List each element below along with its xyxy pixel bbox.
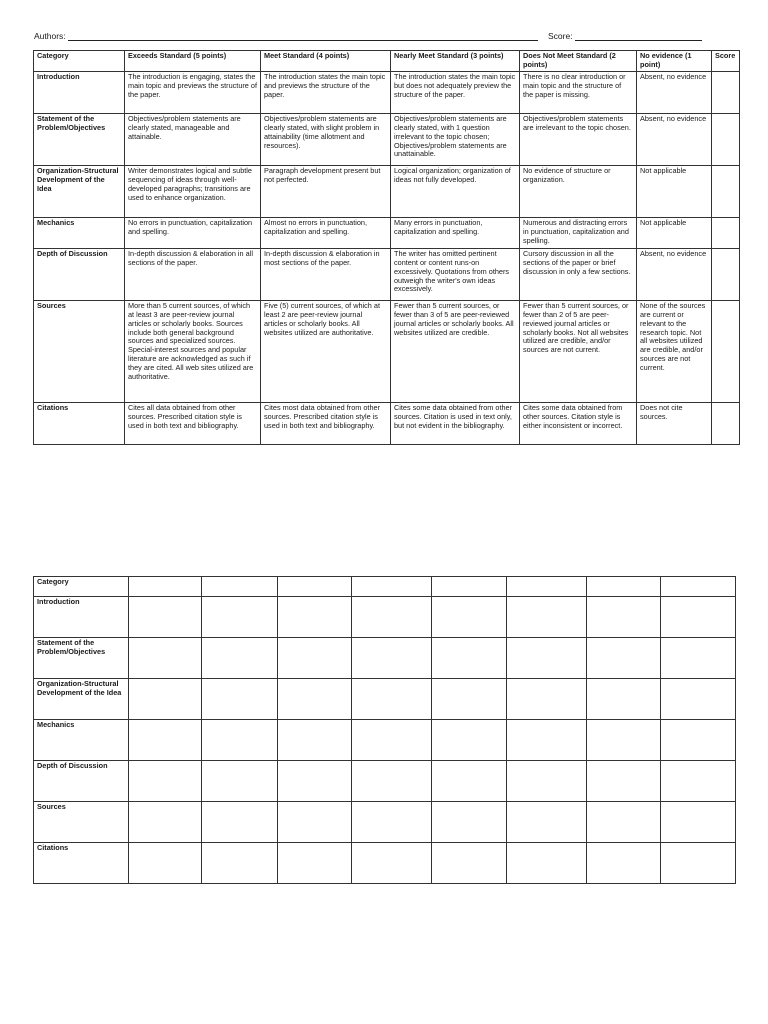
meet-cell: Cites most data obtained from other sources. Prescribed citation style is used in both text and bibliography. bbox=[261, 402, 391, 444]
blank-cell[interactable] bbox=[352, 802, 432, 843]
blank-cell[interactable] bbox=[661, 802, 736, 843]
rubric-row-organization bbox=[34, 165, 740, 217]
col-header-meet: Meet Standard (4 points) bbox=[261, 51, 391, 72]
blank-cell[interactable] bbox=[507, 577, 587, 597]
category-cell: Citations bbox=[34, 843, 129, 884]
exceeds-cell: Writer demonstrates logical and subtle sequencing of ideas through well-developed paragraphs; transitions are used to enhance organization. bbox=[125, 165, 261, 217]
blank-cell[interactable] bbox=[129, 679, 202, 720]
score-field[interactable] bbox=[548, 31, 702, 41]
category-cell: Mechanics bbox=[34, 720, 129, 761]
col-header-does-not: Does Not Meet Standard (2 points) bbox=[520, 51, 637, 72]
exceeds-cell: No errors in punctuation, capitalization and spelling. bbox=[125, 217, 261, 248]
score-cell[interactable] bbox=[712, 248, 740, 300]
blank-cell[interactable] bbox=[202, 638, 278, 679]
score-line[interactable] bbox=[575, 32, 702, 41]
blank-cell[interactable] bbox=[507, 761, 587, 802]
blank-cell[interactable] bbox=[352, 638, 432, 679]
blank-cell[interactable] bbox=[587, 679, 661, 720]
meet-cell: In-depth discussion & elaboration in most sections of the paper. bbox=[261, 248, 391, 300]
category-cell: Sources bbox=[34, 802, 129, 843]
blank-row-mechanics bbox=[34, 720, 736, 761]
nearly-cell: The introduction states the main topic but does not adequately preview the structure of the paper. bbox=[391, 71, 520, 113]
blank-cell[interactable] bbox=[661, 577, 736, 597]
blank-cell[interactable] bbox=[202, 597, 278, 638]
category-cell: Statement of the Problem/Objectives bbox=[34, 113, 125, 165]
meet-cell: Five (5) current sources, of which at least 2 are peer-review journal articles or scholarly books. All websites utilized are authoritative. bbox=[261, 300, 391, 402]
blank-cell[interactable] bbox=[432, 577, 507, 597]
col-header-nearly: Nearly Meet Standard (3 points) bbox=[391, 51, 520, 72]
blank-cell[interactable] bbox=[278, 638, 352, 679]
blank-cell[interactable] bbox=[278, 843, 352, 884]
blank-cell[interactable] bbox=[587, 597, 661, 638]
does-not-cell: Objectives/problem statements are irrelevant to the topic chosen. bbox=[520, 113, 637, 165]
meet-cell: Objectives/problem statements are clearly stated, with slight problem in attainability (time allotment and resources). bbox=[261, 113, 391, 165]
does-not-cell: There is no clear introduction or main topic and the structure of the paper is missing. bbox=[520, 71, 637, 113]
blank-cell[interactable] bbox=[661, 843, 736, 884]
rubric-row-citations bbox=[34, 402, 740, 444]
does-not-cell: Fewer than 5 current sources, or fewer than 2 of 5 are peer-reviewed journal articles or scholarly books. Not all websites utilized are credible, and/or sources are not current. bbox=[520, 300, 637, 402]
blank-cell[interactable] bbox=[278, 597, 352, 638]
blank-cell[interactable] bbox=[352, 597, 432, 638]
rubric-row-sources bbox=[34, 300, 740, 402]
no-evidence-cell: Not applicable bbox=[637, 165, 712, 217]
exceeds-cell: Objectives/problem statements are clearly stated, manageable and attainable. bbox=[125, 113, 261, 165]
blank-cell[interactable] bbox=[202, 679, 278, 720]
does-not-cell: No evidence of structure or organization. bbox=[520, 165, 637, 217]
exceeds-cell: In-depth discussion & elaboration in all sections of the paper. bbox=[125, 248, 261, 300]
category-cell: Sources bbox=[34, 300, 125, 402]
blank-cell[interactable] bbox=[507, 597, 587, 638]
meet-cell: Almost no errors in punctuation, capitalization and spelling. bbox=[261, 217, 391, 248]
blank-cell[interactable] bbox=[661, 761, 736, 802]
blank-cell[interactable] bbox=[587, 761, 661, 802]
blank-cell[interactable] bbox=[507, 720, 587, 761]
blank-cell[interactable] bbox=[432, 638, 507, 679]
does-not-cell: Cites some data obtained from other sources. Citation style is either inconsistent or incorrect. bbox=[520, 402, 637, 444]
blank-cell[interactable] bbox=[202, 802, 278, 843]
blank-row-sources bbox=[34, 802, 736, 843]
rubric-row-mechanics bbox=[34, 217, 740, 248]
blank-cell[interactable] bbox=[432, 679, 507, 720]
blank-cell[interactable] bbox=[278, 802, 352, 843]
no-evidence-cell: Absent, no evidence bbox=[637, 248, 712, 300]
no-evidence-cell: Absent, no evidence bbox=[637, 71, 712, 113]
category-cell: Citations bbox=[34, 402, 125, 444]
authors-label: Authors: bbox=[34, 31, 66, 41]
blank-cell[interactable] bbox=[432, 843, 507, 884]
category-cell: Introduction bbox=[34, 71, 125, 113]
blank-cell[interactable] bbox=[661, 679, 736, 720]
category-cell: Depth of Discussion bbox=[34, 248, 125, 300]
exceeds-cell: Cites all data obtained from other sources. Prescribed citation style is used in both text and bibliography. bbox=[125, 402, 261, 444]
score-cell[interactable] bbox=[712, 402, 740, 444]
blank-cell[interactable] bbox=[661, 638, 736, 679]
exceeds-cell: More than 5 current sources, of which at least 3 are peer-review journal articles or scholarly books. Sources include both general background sources and specialized sources. Special-interest sources and popular literature are acknowledged as such if they are cited. All web sites utilized are authoritative. bbox=[125, 300, 261, 402]
blank-cell[interactable] bbox=[202, 761, 278, 802]
score-cell[interactable] bbox=[712, 165, 740, 217]
blank-cell[interactable] bbox=[587, 720, 661, 761]
no-evidence-cell: Absent, no evidence bbox=[637, 113, 712, 165]
no-evidence-cell: Does not cite sources. bbox=[637, 402, 712, 444]
blank-cell[interactable] bbox=[352, 761, 432, 802]
no-evidence-cell: None of the sources are current or relevant to the research topic. Not all websites utilized are credible, and/or sources are not current. bbox=[637, 300, 712, 402]
blank-cell[interactable] bbox=[587, 577, 661, 597]
meet-cell: The introduction states the main topic and previews the structure of the paper. bbox=[261, 71, 391, 113]
rubric-header-row bbox=[34, 51, 740, 72]
blank-row-introduction bbox=[34, 597, 736, 638]
blank-cell[interactable] bbox=[202, 577, 278, 597]
blank-cell[interactable] bbox=[352, 720, 432, 761]
score-cell[interactable] bbox=[712, 217, 740, 248]
blank-cell[interactable] bbox=[432, 761, 507, 802]
authors-line[interactable] bbox=[68, 32, 538, 41]
does-not-cell: Numerous and distracting errors in punctuation, capitalization and spelling. bbox=[520, 217, 637, 248]
category-cell: Category bbox=[34, 577, 129, 597]
score-cell[interactable] bbox=[712, 71, 740, 113]
col-header-score: Score bbox=[712, 51, 740, 72]
nearly-cell: The writer has omitted pertinent content or content runs-on excessively. Quotations from others outweigh the writer's own ideas excessively. bbox=[391, 248, 520, 300]
blank-cell[interactable] bbox=[202, 720, 278, 761]
blank-cell[interactable] bbox=[129, 577, 202, 597]
category-cell: Depth of Discussion bbox=[34, 761, 129, 802]
blank-cell[interactable] bbox=[587, 638, 661, 679]
nearly-cell: Many errors in punctuation, capitalization and spelling. bbox=[391, 217, 520, 248]
category-cell: Organization-Structural Development of the Idea bbox=[34, 679, 129, 720]
blank-cell[interactable] bbox=[507, 843, 587, 884]
nearly-cell: Fewer than 5 current sources, or fewer than 3 of 5 are peer-reviewed journal articles or scholarly books. All websites utilized are credible. bbox=[391, 300, 520, 402]
category-cell: Mechanics bbox=[34, 217, 125, 248]
category-cell: Organization-Structural Development of the Idea bbox=[34, 165, 125, 217]
blank-cell[interactable] bbox=[661, 720, 736, 761]
blank-cell[interactable] bbox=[129, 597, 202, 638]
blank-cell[interactable] bbox=[129, 802, 202, 843]
blank-cell[interactable] bbox=[507, 802, 587, 843]
blank-cell[interactable] bbox=[352, 843, 432, 884]
blank-cell[interactable] bbox=[129, 761, 202, 802]
blank-row-citations bbox=[34, 843, 736, 884]
blank-cell[interactable] bbox=[278, 577, 352, 597]
meet-cell: Paragraph development present but not perfected. bbox=[261, 165, 391, 217]
rubric-row-statement bbox=[34, 113, 740, 165]
blank-cell[interactable] bbox=[352, 577, 432, 597]
rubric-table bbox=[33, 50, 740, 445]
blank-cell[interactable] bbox=[278, 761, 352, 802]
blank-cell[interactable] bbox=[432, 597, 507, 638]
blank-row-organization bbox=[34, 679, 736, 720]
blank-cell[interactable] bbox=[352, 679, 432, 720]
score-cell[interactable] bbox=[712, 113, 740, 165]
blank-cell[interactable] bbox=[129, 720, 202, 761]
blank-cell[interactable] bbox=[432, 720, 507, 761]
score-label: Score: bbox=[548, 31, 573, 41]
blank-cell[interactable] bbox=[278, 679, 352, 720]
blank-cell[interactable] bbox=[661, 597, 736, 638]
blank-cell[interactable] bbox=[129, 638, 202, 679]
category-cell: Statement of the Problem/Objectives bbox=[34, 638, 129, 679]
category-cell: Introduction bbox=[34, 597, 129, 638]
rubric-row-introduction bbox=[34, 71, 740, 113]
blank-cell[interactable] bbox=[432, 802, 507, 843]
exceeds-cell: The introduction is engaging, states the main topic and previews the structure of the paper. bbox=[125, 71, 261, 113]
no-evidence-cell: Not applicable bbox=[637, 217, 712, 248]
blank-cell[interactable] bbox=[202, 843, 278, 884]
col-header-category: Category bbox=[34, 51, 125, 72]
blank-score-table bbox=[33, 576, 736, 884]
blank-cell[interactable] bbox=[278, 720, 352, 761]
blank-row-depth bbox=[34, 761, 736, 802]
col-header-exceeds: Exceeds Standard (5 points) bbox=[125, 51, 261, 72]
col-header-no-evidence: No evidence (1 point) bbox=[637, 51, 712, 72]
blank-cell[interactable] bbox=[507, 638, 587, 679]
nearly-cell: Logical organization; organization of ideas not fully developed. bbox=[391, 165, 520, 217]
nearly-cell: Cites some data obtained from other sources. Citation is used in text only, but not evident in the bibliography. bbox=[391, 402, 520, 444]
authors-field[interactable] bbox=[34, 31, 538, 41]
score-cell[interactable] bbox=[712, 300, 740, 402]
blank-cell[interactable] bbox=[129, 843, 202, 884]
blank-cell[interactable] bbox=[587, 843, 661, 884]
blank-cell[interactable] bbox=[587, 802, 661, 843]
rubric-row-depth bbox=[34, 248, 740, 300]
does-not-cell: Cursory discussion in all the sections of the paper or brief discussion in only a few sections. bbox=[520, 248, 637, 300]
blank-header-row bbox=[34, 577, 736, 597]
blank-cell[interactable] bbox=[507, 679, 587, 720]
blank-row-statement bbox=[34, 638, 736, 679]
nearly-cell: Objectives/problem statements are clearly stated, with 1 question irrelevant to the topic chosen; Objectives/problem statements are unattainable. bbox=[391, 113, 520, 165]
